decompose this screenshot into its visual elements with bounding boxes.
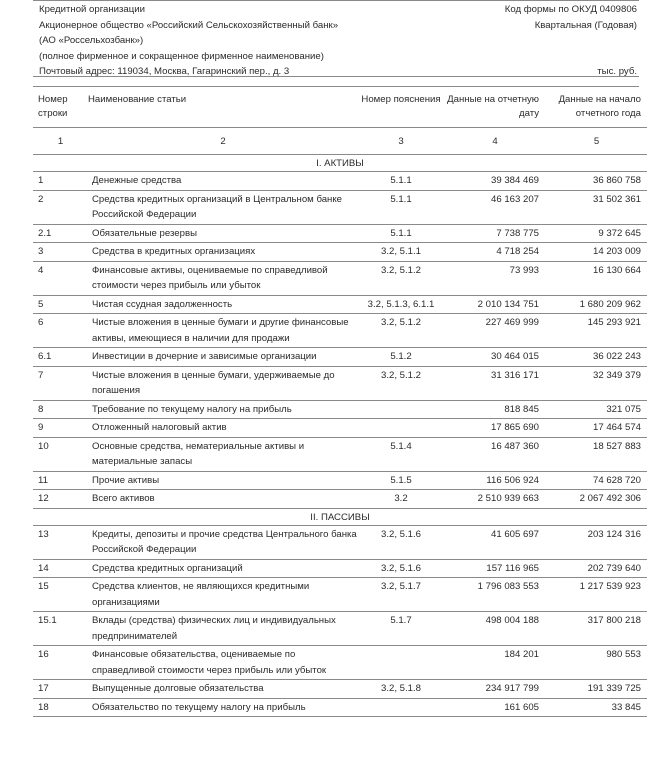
- row-number: 10: [33, 437, 88, 471]
- section-header-row: [33, 155, 647, 172]
- document-header: [39, 0, 637, 80]
- item-name: Финансовые обязательства, оцениваемые по справедливой стоимости через прибыль или убыток: [88, 646, 358, 680]
- periodicity: Квартальная (Годовая): [534, 19, 637, 31]
- value-year-start: 203 124 316: [546, 525, 647, 559]
- section-header-row: [33, 508, 647, 525]
- note-number: 5.1.2: [358, 348, 444, 367]
- value-year-start: 16 130 664: [546, 261, 647, 295]
- value-year-start: 321 075: [546, 400, 647, 419]
- value-reporting-date: 818 845: [444, 400, 546, 419]
- value-reporting-date: 30 464 015: [444, 348, 546, 367]
- row-number: 2.1: [33, 224, 88, 243]
- value-year-start: 32 349 379: [546, 366, 647, 400]
- row-number: 6.1: [33, 348, 88, 367]
- note-number: [358, 419, 444, 438]
- row-number: 7: [33, 366, 88, 400]
- org-short-name: (АО «Россельхозбанк»): [39, 35, 144, 46]
- value-year-start: 17 464 574: [546, 419, 647, 438]
- value-reporting-date: 157 116 965: [444, 559, 546, 578]
- value-reporting-date: 116 506 924: [444, 471, 546, 490]
- value-year-start: 74 628 720: [546, 471, 647, 490]
- value-reporting-date: 161 605: [444, 698, 546, 717]
- table-row: [33, 437, 647, 471]
- item-name: Вклады (средства) физических лиц и индивидуальных предпринимателей: [88, 612, 358, 646]
- name-caption: (полное фирменное и сокращенное фирменное наименование): [39, 50, 324, 62]
- col-number: 1: [33, 128, 88, 155]
- item-name: Отложенный налоговый актив: [88, 419, 358, 438]
- note-number: 3.2, 5.1.6: [358, 525, 444, 559]
- section-title: I. АКТИВЫ: [33, 155, 647, 172]
- row-number: 8: [33, 400, 88, 419]
- col-number: 5: [546, 128, 647, 155]
- row-number: 2: [33, 190, 88, 224]
- note-number: 3.2, 5.1.2: [358, 366, 444, 400]
- item-name: Основные средства, нематериальные активы и материальные запасы: [88, 437, 358, 471]
- org-full-name: Акционерное общество «Российский Сельскохозяйственный банк»: [39, 19, 339, 31]
- value-reporting-date: 39 384 469: [444, 172, 546, 191]
- value-year-start: 33 845: [546, 698, 647, 717]
- note-number: 5.1.4: [358, 437, 444, 471]
- value-reporting-date: 73 993: [444, 261, 546, 295]
- row-number: 12: [33, 490, 88, 509]
- table-row: [33, 471, 647, 490]
- item-name: Средства кредитных организаций в Центральном банке Российской Федерации: [88, 190, 358, 224]
- row-number: 18: [33, 698, 88, 717]
- row-number: 14: [33, 559, 88, 578]
- table-row: [33, 261, 647, 295]
- value-reporting-date: 46 163 207: [444, 190, 546, 224]
- row-number: 16: [33, 646, 88, 680]
- postal-address: Почтовый адрес: 119034, Москва, Гагаринский пер., д. 3: [39, 66, 290, 77]
- row-number: 3: [33, 243, 88, 262]
- row-number: 13: [33, 525, 88, 559]
- value-reporting-date: 2 010 134 751: [444, 295, 546, 314]
- table-row: [33, 646, 647, 680]
- row-number: 9: [33, 419, 88, 438]
- note-number: [358, 698, 444, 717]
- value-year-start: 14 203 009: [546, 243, 647, 262]
- note-number: 3.2, 5.1.2: [358, 314, 444, 348]
- item-name: Чистая ссудная задолженность: [88, 295, 358, 314]
- row-number: 1: [33, 172, 88, 191]
- value-reporting-date: 4 718 254: [444, 243, 546, 262]
- table-row: [33, 698, 647, 717]
- table-row: [33, 366, 647, 400]
- table-header-row: [33, 84, 647, 128]
- col-number: 4: [444, 128, 546, 155]
- note-number: 5.1.1: [358, 224, 444, 243]
- col-header-reporting-date: Данные на отчетную дату: [444, 84, 546, 128]
- note-number: 3.2, 5.1.6: [358, 559, 444, 578]
- table-row: [33, 578, 647, 612]
- note-number: 3.2, 5.1.2: [358, 261, 444, 295]
- table-row: [33, 525, 647, 559]
- table-row: [33, 295, 647, 314]
- value-reporting-date: 41 605 697: [444, 525, 546, 559]
- table-row: [33, 612, 647, 646]
- value-reporting-date: 234 917 799: [444, 680, 546, 699]
- value-reporting-date: 1 796 083 553: [444, 578, 546, 612]
- value-year-start: 36 022 243: [546, 348, 647, 367]
- note-number: 5.1.1: [358, 190, 444, 224]
- col-header-year-start: Данные на начало отчетного года: [546, 84, 647, 128]
- form-code: Код формы по ОКУД 0409806: [504, 4, 637, 15]
- table-row: [33, 400, 647, 419]
- table-row: [33, 348, 647, 367]
- table-row: [33, 243, 647, 262]
- note-number: 3.2, 5.1.8: [358, 680, 444, 699]
- value-year-start: 145 293 921: [546, 314, 647, 348]
- row-number: 17: [33, 680, 88, 699]
- value-year-start: 1 680 209 962: [546, 295, 647, 314]
- value-year-start: 31 502 361: [546, 190, 647, 224]
- table-row: [33, 224, 647, 243]
- units-label: тыс. руб.: [597, 66, 637, 77]
- value-year-start: 9 372 645: [546, 224, 647, 243]
- note-number: [358, 646, 444, 680]
- col-header-row-number: Номер строки: [33, 84, 88, 128]
- value-reporting-date: 7 738 775: [444, 224, 546, 243]
- col-header-note-number: Номер пояснения: [358, 84, 444, 128]
- table-row: [33, 680, 647, 699]
- col-number: 3: [358, 128, 444, 155]
- note-number: [358, 400, 444, 419]
- item-name: Инвестиции в дочерние и зависимые организации: [88, 348, 358, 367]
- table-row: [33, 314, 647, 348]
- value-reporting-date: 16 487 360: [444, 437, 546, 471]
- item-name: Чистые вложения в ценные бумаги, удерживаемые до погашения: [88, 366, 358, 400]
- value-reporting-date: 227 469 999: [444, 314, 546, 348]
- item-name: Прочие активы: [88, 471, 358, 490]
- row-number: 4: [33, 261, 88, 295]
- value-reporting-date: 17 865 690: [444, 419, 546, 438]
- note-number: 5.1.1: [358, 172, 444, 191]
- item-name: Кредиты, депозиты и прочие средства Центрального банка Российской Федерации: [88, 525, 358, 559]
- col-header-item-name: Наименование статьи: [88, 84, 358, 128]
- column-number-row: [33, 128, 647, 155]
- note-number: 3.2, 5.1.3, 6.1.1: [358, 295, 444, 314]
- note-number: 5.1.5: [358, 471, 444, 490]
- item-name: Денежные средства: [88, 172, 358, 191]
- table-row: [33, 190, 647, 224]
- item-name: Требование по текущему налогу на прибыль: [88, 400, 358, 419]
- item-name: Всего активов: [88, 490, 358, 509]
- item-name: Обязательные резервы: [88, 224, 358, 243]
- row-number: 6: [33, 314, 88, 348]
- note-number: 5.1.7: [358, 612, 444, 646]
- col-number: 2: [88, 128, 358, 155]
- section-title: II. ПАССИВЫ: [33, 508, 647, 525]
- value-year-start: 191 339 725: [546, 680, 647, 699]
- item-name: Выпущенные долговые обязательства: [88, 680, 358, 699]
- row-number: 11: [33, 471, 88, 490]
- item-name: Обязательство по текущему налогу на прибыль: [88, 698, 358, 717]
- item-name: Финансовые активы, оцениваемые по справедливой стоимости через прибыль или убыток: [88, 261, 358, 295]
- value-year-start: 1 217 539 923: [546, 578, 647, 612]
- value-reporting-date: 184 201: [444, 646, 546, 680]
- value-year-start: 36 860 758: [546, 172, 647, 191]
- row-number: 15: [33, 578, 88, 612]
- value-reporting-date: 2 510 939 663: [444, 490, 546, 509]
- row-number: 5: [33, 295, 88, 314]
- value-year-start: 18 527 883: [546, 437, 647, 471]
- value-year-start: 317 800 218: [546, 612, 647, 646]
- balance-sheet-table: [33, 84, 647, 717]
- row-number: 15.1: [33, 612, 88, 646]
- note-number: 3.2, 5.1.1: [358, 243, 444, 262]
- value-reporting-date: 31 316 171: [444, 366, 546, 400]
- note-number: 3.2: [358, 490, 444, 509]
- item-name: Средства кредитных организаций: [88, 559, 358, 578]
- value-year-start: 2 067 492 306: [546, 490, 647, 509]
- org-label: Кредитной организации: [39, 4, 145, 15]
- table-row: [33, 419, 647, 438]
- note-number: 3.2, 5.1.7: [358, 578, 444, 612]
- table-row: [33, 490, 647, 509]
- table-row: [33, 559, 647, 578]
- item-name: Чистые вложения в ценные бумаги и другие финансовые активы, имеющиеся в наличии для продажи: [88, 314, 358, 348]
- value-year-start: 980 553: [546, 646, 647, 680]
- item-name: Средства в кредитных организациях: [88, 243, 358, 262]
- header-rule: [33, 76, 639, 77]
- table-row: [33, 172, 647, 191]
- item-name: Средства клиентов, не являющихся кредитными организациями: [88, 578, 358, 612]
- value-year-start: 202 739 640: [546, 559, 647, 578]
- value-reporting-date: 498 004 188: [444, 612, 546, 646]
